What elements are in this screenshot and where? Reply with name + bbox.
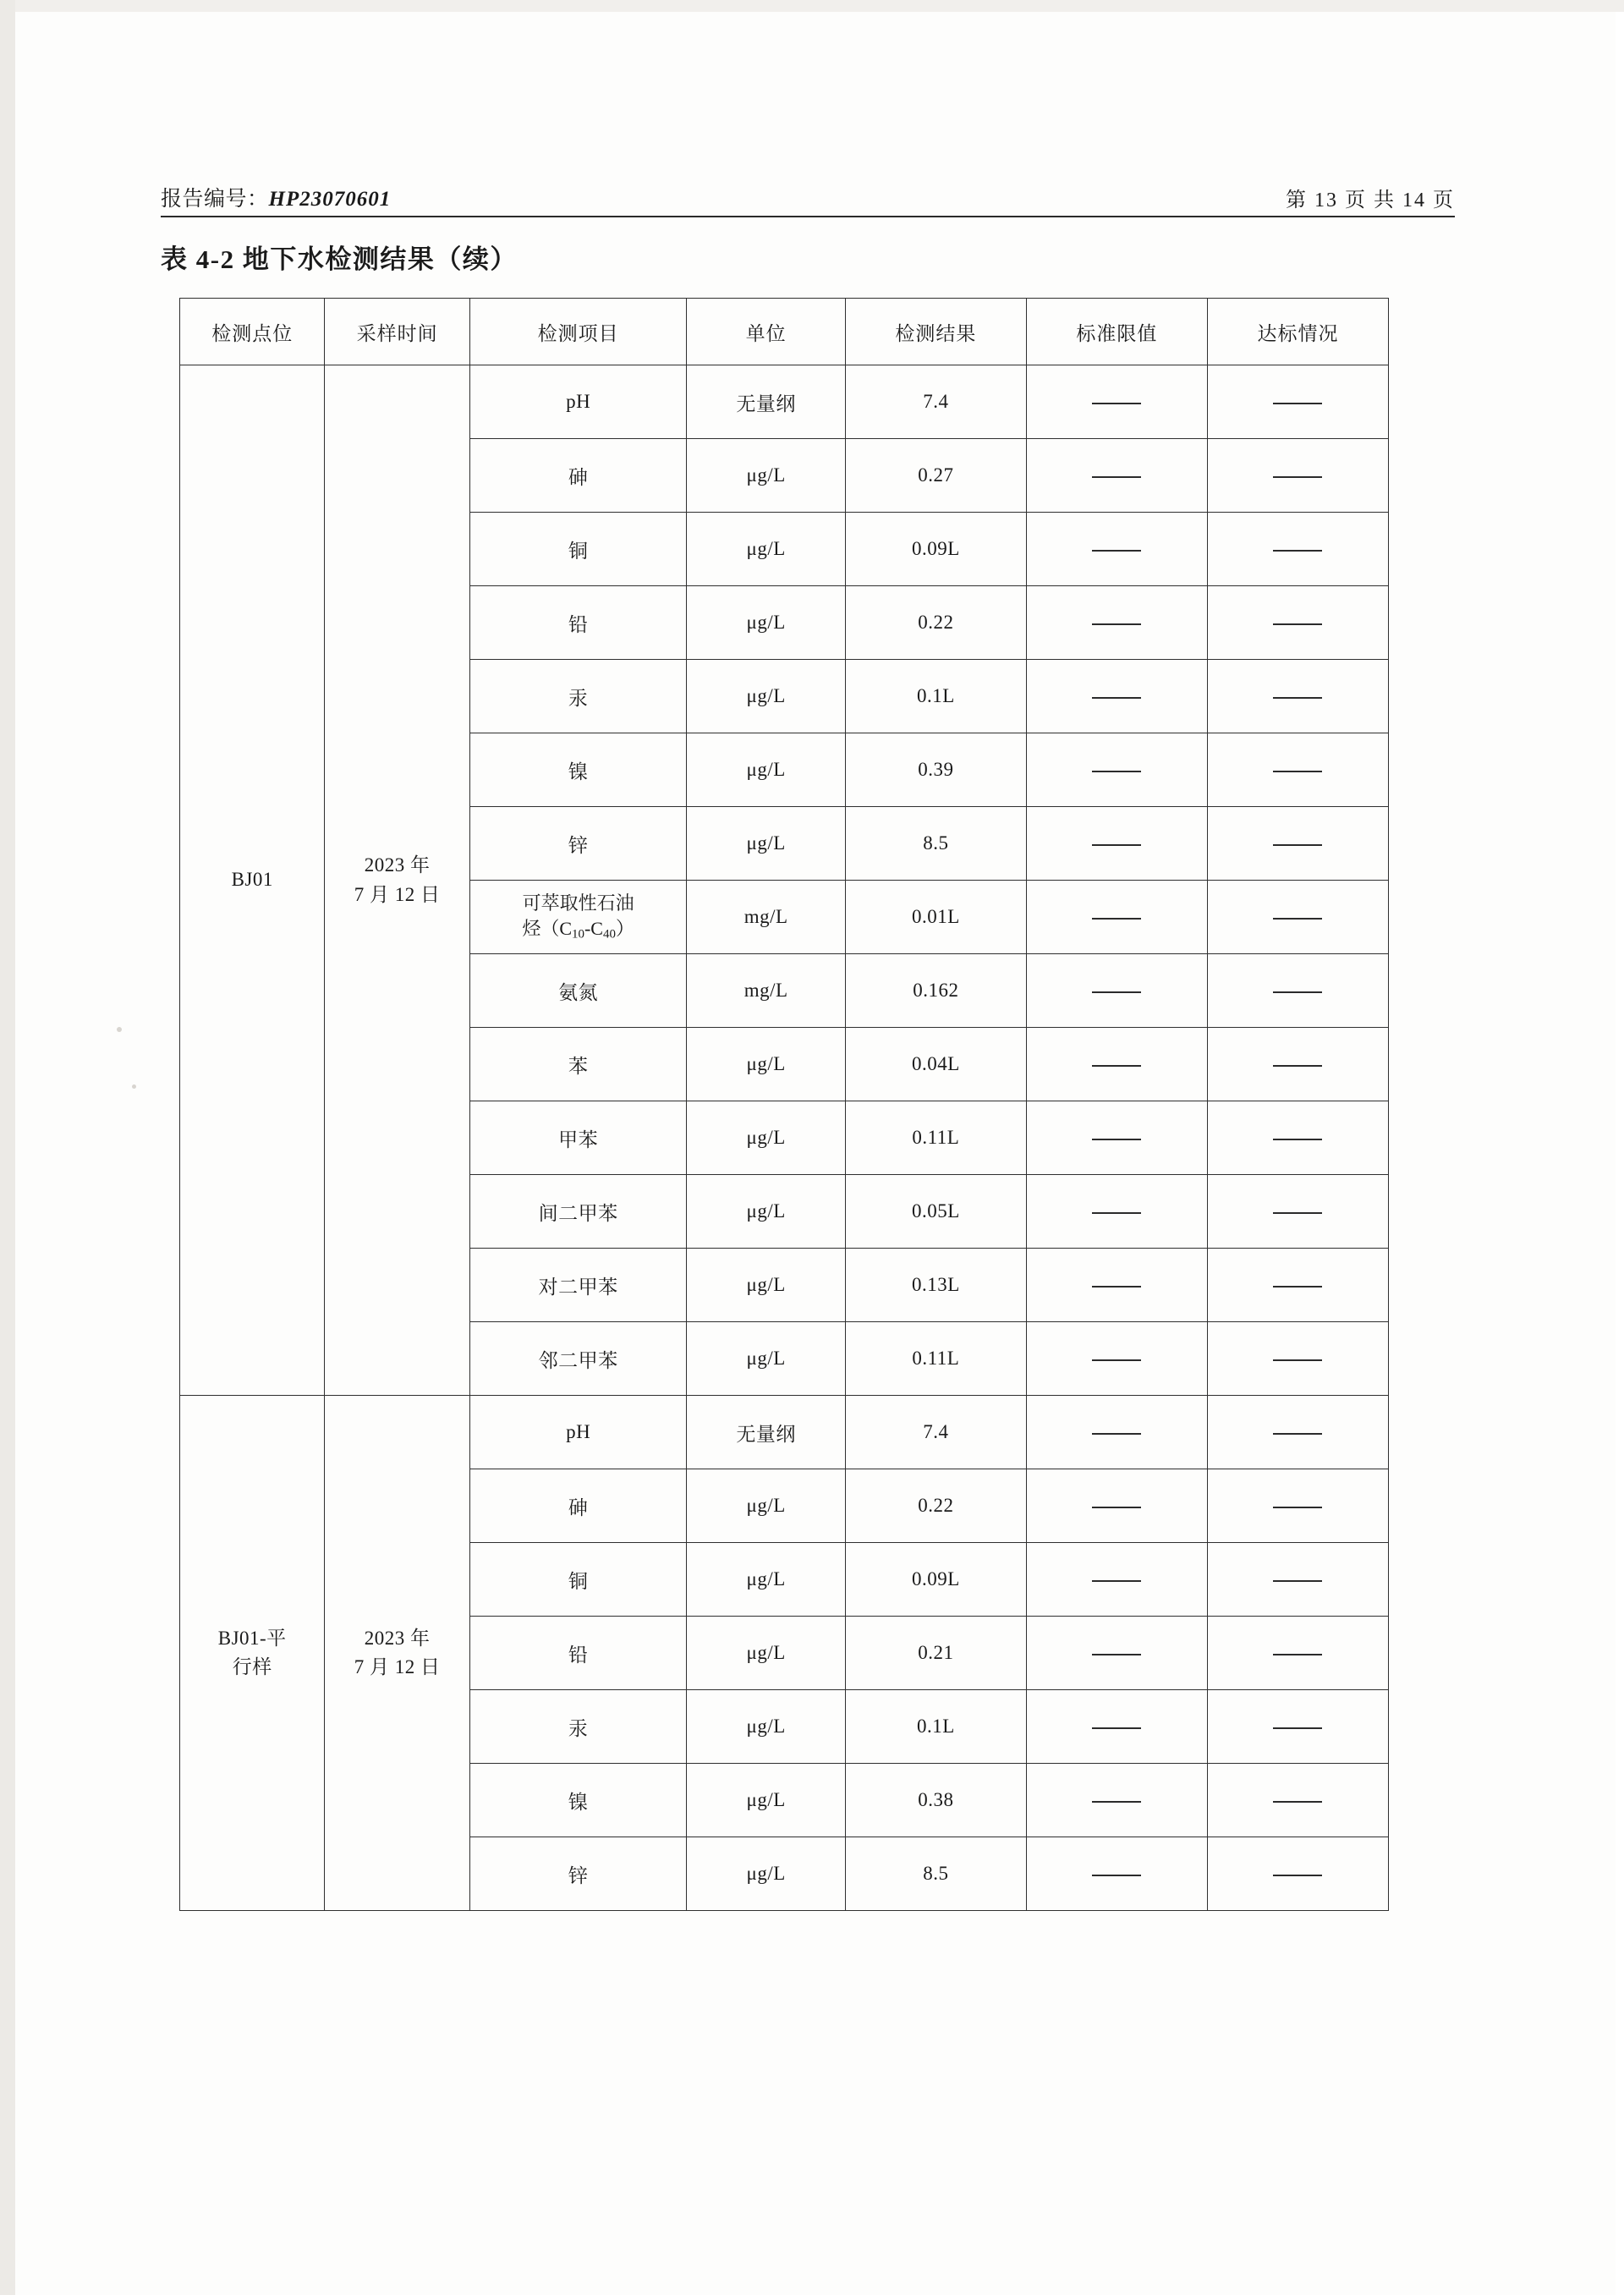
page-title: 表 4-2 地下水检测结果（续） [161, 244, 518, 274]
cell-unit: mg/L [687, 881, 845, 954]
cell-status [1207, 733, 1388, 807]
dash-mark [1092, 476, 1141, 478]
cell-unit: μg/L [687, 1101, 845, 1175]
dash-mark [1273, 771, 1322, 772]
dash-mark [1092, 1580, 1141, 1582]
dash-mark [1092, 1507, 1141, 1508]
cell-status [1207, 1469, 1388, 1543]
cell-result: 0.11L [845, 1101, 1026, 1175]
dash-mark [1092, 1212, 1141, 1214]
dash-mark [1092, 1433, 1141, 1435]
cell-result: 0.09L [845, 513, 1026, 586]
cell-item: 砷 [469, 439, 687, 513]
dash-mark [1273, 697, 1322, 699]
cell-item: 苯 [469, 1028, 687, 1101]
cell-status [1207, 1543, 1388, 1617]
cell-result: 0.11L [845, 1322, 1026, 1396]
cell-limit [1026, 1543, 1207, 1617]
dash-mark [1092, 1359, 1141, 1361]
cell-status [1207, 954, 1388, 1028]
cell-unit: μg/L [687, 1469, 845, 1543]
cell-result: 0.01L [845, 881, 1026, 954]
dash-mark [1092, 844, 1141, 846]
dash-mark [1273, 1580, 1322, 1582]
cell-result: 0.1L [845, 1690, 1026, 1764]
cell-item: 铜 [469, 513, 687, 586]
cell-unit: μg/L [687, 733, 845, 807]
dash-mark [1273, 1139, 1322, 1140]
cell-status [1207, 586, 1388, 660]
dash-mark [1273, 844, 1322, 846]
cell-result: 0.13L [845, 1249, 1026, 1322]
dash-mark [1092, 1875, 1141, 1876]
cell-result: 0.21 [845, 1617, 1026, 1690]
table-row [180, 1396, 1389, 1469]
cell-unit: μg/L [687, 1690, 845, 1764]
cell-limit [1026, 1101, 1207, 1175]
cell-item: 甲苯 [469, 1101, 687, 1175]
cell-unit: μg/L [687, 439, 845, 513]
cell-status [1207, 1322, 1388, 1396]
scan-speck [132, 1084, 136, 1089]
cell-unit: μg/L [687, 586, 845, 660]
cell-item: 氨氮 [469, 954, 687, 1028]
cell-limit [1026, 807, 1207, 881]
cell-result: 8.5 [845, 1837, 1026, 1911]
cell-limit [1026, 1837, 1207, 1911]
cell-status [1207, 439, 1388, 513]
cell-item: 间二甲苯 [469, 1175, 687, 1249]
cell-result: 0.09L [845, 1543, 1026, 1617]
cell-result: 0.22 [845, 1469, 1026, 1543]
cell-item: 镍 [469, 733, 687, 807]
dash-mark [1273, 1212, 1322, 1214]
dash-mark [1092, 771, 1141, 772]
dash-mark [1273, 1065, 1322, 1067]
cell-unit: 无量纲 [687, 1396, 845, 1469]
cell-item: 锌 [469, 807, 687, 881]
cell-unit: μg/L [687, 1249, 845, 1322]
cell-limit [1026, 439, 1207, 513]
dash-mark [1092, 550, 1141, 552]
cell-result: 0.22 [845, 586, 1026, 660]
dash-mark [1092, 403, 1141, 404]
cell-limit [1026, 513, 1207, 586]
groundwater-results-table [179, 298, 1389, 1911]
col-header-time: 采样时间 [325, 299, 469, 365]
cell-status [1207, 1101, 1388, 1175]
dash-mark [1273, 1507, 1322, 1508]
cell-result: 8.5 [845, 807, 1026, 881]
cell-status [1207, 1396, 1388, 1469]
dash-mark [1273, 1727, 1322, 1729]
page-header [161, 182, 1455, 217]
dash-mark [1092, 623, 1141, 625]
cell-point: BJ01 [180, 365, 325, 1396]
cell-item: 铅 [469, 1617, 687, 1690]
cell-unit: μg/L [687, 1028, 845, 1101]
dash-mark [1092, 697, 1141, 699]
page-top-edge [0, 0, 1624, 12]
dash-mark [1273, 1359, 1322, 1361]
cell-result: 0.1L [845, 660, 1026, 733]
dash-mark [1092, 1286, 1141, 1288]
dash-mark [1273, 1286, 1322, 1288]
dash-mark [1273, 918, 1322, 920]
cell-item: 汞 [469, 660, 687, 733]
cell-item: 铅 [469, 586, 687, 660]
dash-mark [1273, 403, 1322, 404]
cell-item: 锌 [469, 1837, 687, 1911]
cell-limit [1026, 881, 1207, 954]
dash-mark [1273, 1433, 1322, 1435]
cell-result: 7.4 [845, 1396, 1026, 1469]
cell-unit: μg/L [687, 1175, 845, 1249]
cell-unit: μg/L [687, 1837, 845, 1911]
cell-result: 0.162 [845, 954, 1026, 1028]
cell-item: pH [469, 1396, 687, 1469]
col-header-point: 检测点位 [180, 299, 325, 365]
dash-mark [1092, 1139, 1141, 1140]
cell-item: 砷 [469, 1469, 687, 1543]
cell-limit [1026, 1028, 1207, 1101]
cell-result: 7.4 [845, 365, 1026, 439]
table-row [180, 365, 1389, 439]
dash-mark [1273, 476, 1322, 478]
dash-mark [1092, 1065, 1141, 1067]
cell-unit: μg/L [687, 660, 845, 733]
cell-item: 汞 [469, 1690, 687, 1764]
col-header-unit: 单位 [687, 299, 845, 365]
cell-status [1207, 660, 1388, 733]
cell-status [1207, 1837, 1388, 1911]
dash-mark [1092, 991, 1141, 993]
cell-item: 可萃取性石油 烃$(C_{10}-C_{40})$ [469, 881, 687, 954]
table-body [180, 365, 1389, 1911]
col-header-limit: 标准限值 [1026, 299, 1207, 365]
report-number-block [161, 182, 391, 212]
table-header-row [180, 299, 1389, 365]
cell-status [1207, 807, 1388, 881]
cell-limit [1026, 586, 1207, 660]
report-number-label: 报告编号： [161, 188, 269, 211]
cell-unit: μg/L [687, 807, 845, 881]
cell-status [1207, 1764, 1388, 1837]
cell-unit: 无量纲 [687, 365, 845, 439]
cell-result: 0.04L [845, 1028, 1026, 1101]
cell-status [1207, 881, 1388, 954]
cell-limit [1026, 1249, 1207, 1322]
cell-result: 0.39 [845, 733, 1026, 807]
cell-unit: mg/L [687, 954, 845, 1028]
cell-status [1207, 1028, 1388, 1101]
col-header-result: 检测结果 [845, 299, 1026, 365]
dash-mark [1273, 1801, 1322, 1803]
cell-limit [1026, 660, 1207, 733]
cell-limit [1026, 1175, 1207, 1249]
cell-limit [1026, 1396, 1207, 1469]
cell-status [1207, 1175, 1388, 1249]
col-header-item: 检测项目 [469, 299, 687, 365]
cell-limit [1026, 1617, 1207, 1690]
cell-limit [1026, 1469, 1207, 1543]
dash-mark [1273, 550, 1322, 552]
cell-limit [1026, 954, 1207, 1028]
page-number: 第 13 页 共 14 页 [1286, 189, 1455, 211]
dash-mark [1273, 991, 1322, 993]
cell-status [1207, 513, 1388, 586]
cell-status [1207, 1617, 1388, 1690]
cell-limit [1026, 365, 1207, 439]
cell-item: pH [469, 365, 687, 439]
cell-unit: μg/L [687, 513, 845, 586]
col-header-status: 达标情况 [1207, 299, 1388, 365]
dash-mark [1092, 1727, 1141, 1729]
report-number-value: HP23070601 [268, 188, 392, 211]
cell-unit: μg/L [687, 1322, 845, 1396]
dash-mark [1273, 1875, 1322, 1876]
cell-item: 对二甲苯 [469, 1249, 687, 1322]
dash-mark [1273, 1654, 1322, 1655]
cell-time: 2023 年 7 月 12 日 [325, 1396, 469, 1911]
header-divider [161, 216, 1455, 217]
dash-mark [1092, 918, 1141, 920]
cell-limit [1026, 1690, 1207, 1764]
dash-mark [1273, 623, 1322, 625]
cell-item: 镍 [469, 1764, 687, 1837]
page-left-edge [0, 0, 15, 2295]
cell-point: BJ01-平 行样 [180, 1396, 325, 1911]
cell-limit [1026, 1322, 1207, 1396]
cell-unit: μg/L [687, 1543, 845, 1617]
cell-result: 0.38 [845, 1764, 1026, 1837]
cell-result: 0.27 [845, 439, 1026, 513]
cell-status [1207, 1690, 1388, 1764]
cell-item: 邻二甲苯 [469, 1322, 687, 1396]
dash-mark [1092, 1801, 1141, 1803]
scan-speck [117, 1027, 122, 1032]
cell-unit: μg/L [687, 1617, 845, 1690]
page-content [161, 182, 1455, 1911]
cell-unit: μg/L [687, 1764, 845, 1837]
cell-result: 0.05L [845, 1175, 1026, 1249]
cell-status [1207, 365, 1388, 439]
cell-limit [1026, 733, 1207, 807]
cell-time: 2023 年 7 月 12 日 [325, 365, 469, 1396]
cell-item: 铜 [469, 1543, 687, 1617]
cell-limit [1026, 1764, 1207, 1837]
dash-mark [1092, 1654, 1141, 1655]
cell-status [1207, 1249, 1388, 1322]
